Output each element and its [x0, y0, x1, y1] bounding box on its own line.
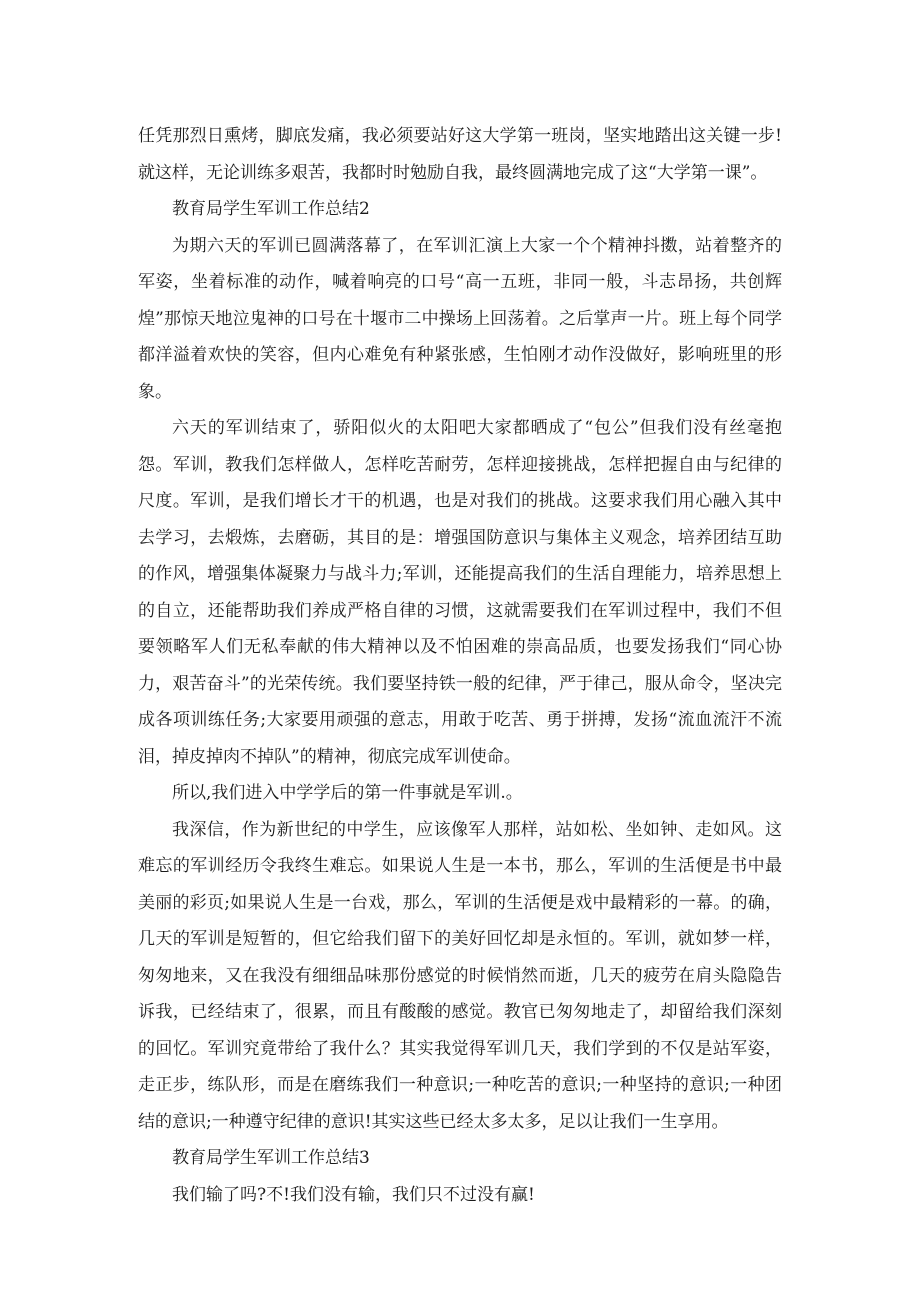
paragraph-1: 为期六天的军训已圆满落幕了，在军训汇演上大家一个个精神抖擞，站着整齐的军姿，坐着标准的动作，喊着响亮的口号“高一五班，非同一般，斗志昂扬，共创辉煌”那惊天地泣鬼神的口号在十堰市二中操场上回荡着。之后掌声一片。班上每个同学都洋溢着欢快的笑容，但内心难免有种紧张感，生怕刚才动作没做好，影响班里的形象。	[138, 235, 782, 402]
document-page	[138, 118, 782, 1213]
section-heading-2: 教育局学生军训工作总结2	[172, 199, 370, 219]
continuation-paragraph: 任凭那烈日熏烤，脚底发痛，我必须要站好这大学第一班岗，坚实地踏出这关键一步!就这样，无论训练多艰苦，我都时时勉励自我，最终圆满地完成了这“大学第一课”。	[138, 126, 782, 183]
section-heading-3: 教育局学生军训工作总结3	[172, 1148, 370, 1168]
paragraph-4: 我深信，作为新世纪的中学生，应该像军人那样，站如松、坐如钟、走如风。这难忘的军训经历令我终生难忘。如果说人生是一本书，那么，军训的生活便是书中最美丽的彩页;如果说人生是一台戏，那么，军训的生活便是戏中最精彩的一幕。的确，几天的军训是短暂的，但它给我们留下的美好回忆却是永恒的。军训，就如梦一样，匆匆地来，又在我没有细细品味那份感觉的时候悄然而逝，几天的疲劳在肩头隐隐告诉我，已经结束了，很累，而且有酸酸的感觉。教官已匆匆地走了，却留给我们深刻的回忆。军训究竟带给了我什么？其实我觉得军训几天，我们学到的不仅是站军姿，走正步，练队形，而是在磨练我们一种意识;一种吃苦的意识;一种坚持的意识;一种团结的意识;一种遵守纪律的意识!其实这些已经太多太多，足以让我们一生享用。	[138, 819, 782, 1132]
paragraph-2: 六天的军训结束了，骄阳似火的太阳吧大家都晒成了“包公”但我们没有丝毫抱怨。军训，教我们怎样做人，怎样吃苦耐劳，怎样迎接挑战，怎样把握自由与纪律的尺度。军训，是我们增长才干的机遇，也是对我们的挑战。这要求我们用心融入其中去学习，去煅炼，去磨砺，其目的是：增强国防意识与集体主义观念，培养团结互助的作风，增强集体凝聚力与战斗力;军训，还能提高我们的生活自理能力，培养思想上的自立，还能帮助我们养成严格自律的习惯，这就需要我们在军训过程中，我们不但要领略军人们无私奉献的伟大精神以及不怕困难的崇高品质，也要发扬我们“同心协力，艰苦奋斗”的光荣传统。我们要坚持铁一般的纪律，严于律己，服从命令，坚决完成各项训练任务;大家要用顽强的意志，用敢于吃苦、勇于拼搏，发扬“流血流汗不流泪，掉皮掉肉不掉队”的精神，彻底完成军训使命。	[138, 418, 782, 767]
paragraph-5: 我们输了吗?不!我们没有输，我们只不过没有赢!	[172, 1184, 535, 1205]
paragraph-3: 所以,我们进入中学学后的第一件事就是军训.。	[172, 783, 523, 803]
